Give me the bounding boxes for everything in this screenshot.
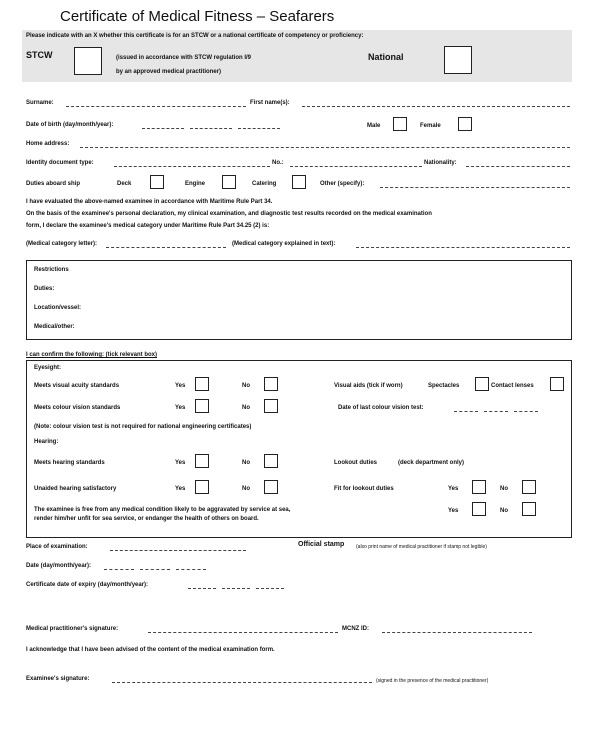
category-explained-input[interactable] <box>356 247 570 248</box>
home-address-input[interactable] <box>80 147 570 148</box>
home-address-label: Home address: <box>26 141 70 147</box>
colour-test-date-label: Date of last colour vision test: <box>338 405 424 411</box>
restriction-duties-label: Duties: <box>34 286 55 292</box>
female-label: Female <box>420 123 441 129</box>
spectacles-label: Spectacles <box>428 383 460 389</box>
free-condition-no-label: No <box>500 508 508 514</box>
unaided-hearing-label: Unaided hearing satisfactory <box>34 486 117 492</box>
spectacles-checkbox[interactable] <box>475 377 489 391</box>
national-label: National <box>368 52 404 62</box>
expiry-date-label: Certificate date of expiry (day/month/year): <box>26 582 149 588</box>
lookout-duties-note: (deck department only) <box>398 460 465 466</box>
dob-label: Date of birth (day/month/year): <box>26 122 114 128</box>
restriction-location-label: Location/vessel: <box>34 305 82 311</box>
hearing-standards-label: Meets hearing standards <box>34 460 105 466</box>
male-checkbox[interactable] <box>393 117 407 131</box>
contact-lenses-checkbox[interactable] <box>550 377 564 391</box>
first-names-label: First name(s): <box>250 100 290 106</box>
exam-day-input[interactable] <box>104 569 134 570</box>
id-no-input[interactable] <box>290 166 422 167</box>
visual-aids-label: Visual aids (tick if worn) <box>334 383 403 389</box>
stcw-checkbox[interactable] <box>74 47 102 75</box>
stcw-note-1: (issued in accordance with STCW regulation I/9 <box>116 55 252 61</box>
colour-vision-label: Meets colour vision standards <box>34 405 121 411</box>
restrictions-panel <box>26 260 572 340</box>
examinee-signature-label: Examinee's signature: <box>26 676 90 682</box>
acknowledge-text: I acknowledge that I have been advised of the content of the medical examination form. <box>26 647 275 653</box>
catering-label: Catering <box>252 181 277 187</box>
male-label: Male <box>367 123 381 129</box>
colour-vision-no-label: No <box>242 405 250 411</box>
unaided-hearing-no-checkbox[interactable] <box>264 480 278 494</box>
unaided-hearing-yes-label: Yes <box>175 486 186 492</box>
official-stamp-label: Official stamp <box>298 541 345 548</box>
page-title: Certificate of Medical Fitness – Seafarers <box>60 8 335 25</box>
free-condition-no-checkbox[interactable] <box>522 502 536 516</box>
stcw-label: STCW <box>26 50 53 60</box>
other-input[interactable] <box>380 187 570 188</box>
exam-month-input[interactable] <box>140 569 170 570</box>
examinee-signature-note: (signed in the presence of the medical practitioner) <box>376 678 489 684</box>
hearing-standards-yes-checkbox[interactable] <box>195 454 209 468</box>
hearing-standards-no-checkbox[interactable] <box>264 454 278 468</box>
restriction-medical-label: Medical/other: <box>34 324 75 330</box>
evaluation-line-1: I have evaluated the above-named examinee in accordance with Maritime Rule Part 34. <box>26 199 273 205</box>
catering-checkbox[interactable] <box>292 175 306 189</box>
fit-lookout-label: Fit for lookout duties <box>334 486 394 492</box>
hearing-standards-no-label: No <box>242 460 250 466</box>
colour-test-year-input[interactable] <box>514 411 538 412</box>
surname-label: Surname: <box>26 100 54 106</box>
dob-year-input[interactable] <box>238 128 280 129</box>
deck-checkbox[interactable] <box>150 175 164 189</box>
evaluation-line-3: form, I declare the examinee's medical category under Maritime Rule Part 34.25 (2) is: <box>26 223 270 229</box>
colour-vision-no-checkbox[interactable] <box>264 399 278 413</box>
examinee-signature-input[interactable] <box>112 682 372 683</box>
fit-lookout-no-label: No <box>500 486 508 492</box>
expiry-year-input[interactable] <box>256 588 284 589</box>
exam-year-input[interactable] <box>176 569 206 570</box>
colour-vision-yes-checkbox[interactable] <box>195 399 209 413</box>
free-condition-line-2: render him/her unfit for sea service, or endanger the health of others on board. <box>34 516 259 522</box>
lookout-duties-label: Lookout duties <box>334 460 377 466</box>
engine-checkbox[interactable] <box>222 175 236 189</box>
visual-acuity-no-label: No <box>242 383 250 389</box>
fit-lookout-no-checkbox[interactable] <box>522 480 536 494</box>
engine-label: Engine <box>185 181 206 187</box>
visual-acuity-label: Meets visual acuity standards <box>34 383 120 389</box>
practitioner-signature-input[interactable] <box>148 632 338 633</box>
official-stamp-note: (also print name of medical practitioner if stamp not legible) <box>356 544 487 550</box>
practitioner-signature-label: Medical practitioner's signature: <box>26 626 119 632</box>
first-names-input[interactable] <box>302 106 570 107</box>
eyesight-heading: Eyesight: <box>34 365 62 371</box>
colour-vision-note: (Note: colour vision test is not required for national engineering certificates) <box>34 424 252 430</box>
contact-lenses-label: Contact lenses <box>491 383 534 389</box>
certificate-type-instruction: Please indicate with an X whether this certificate is for an STCW or a national certificate of competency or proficiency: <box>26 33 364 39</box>
other-label: Other (specify): <box>320 181 365 187</box>
mcnz-id-label: MCNZ ID: <box>342 626 369 632</box>
free-condition-yes-checkbox[interactable] <box>472 502 486 516</box>
dob-day-input[interactable] <box>142 128 184 129</box>
exam-date-label: Date (day/month/year): <box>26 563 92 569</box>
expiry-month-input[interactable] <box>222 588 250 589</box>
duties-aboard-label: Duties aboard ship <box>26 181 81 187</box>
hearing-standards-yes-label: Yes <box>175 460 186 466</box>
surname-input[interactable] <box>66 106 246 107</box>
unaided-hearing-no-label: No <box>242 486 250 492</box>
colour-test-month-input[interactable] <box>484 411 508 412</box>
place-of-examination-input[interactable] <box>110 550 246 551</box>
id-type-label: Identity document type: <box>26 160 94 166</box>
free-condition-yes-label: Yes <box>448 508 459 514</box>
confirm-heading: I can confirm the following: (tick relevant box) <box>26 352 158 358</box>
stcw-note-2: by an approved medical practitioner) <box>116 69 222 75</box>
hearing-heading: Hearing: <box>34 439 59 445</box>
expiry-day-input[interactable] <box>188 588 216 589</box>
restrictions-heading: Restrictions <box>34 267 69 273</box>
dob-month-input[interactable] <box>190 128 232 129</box>
fit-lookout-yes-checkbox[interactable] <box>472 480 486 494</box>
id-type-input[interactable] <box>114 166 270 167</box>
nationality-label: Nationality: <box>424 160 457 166</box>
evaluation-line-2: On the basis of the examinee's personal declaration, my clinical examination, and diagnostic test results recorded on the medical examination <box>26 211 432 217</box>
place-of-examination-label: Place of examination: <box>26 544 88 550</box>
deck-label: Deck <box>117 181 132 187</box>
female-checkbox[interactable] <box>458 117 472 131</box>
visual-acuity-yes-label: Yes <box>175 383 186 389</box>
id-no-label: No.: <box>272 160 284 166</box>
unaided-hearing-yes-checkbox[interactable] <box>195 480 209 494</box>
colour-vision-yes-label: Yes <box>175 405 186 411</box>
colour-test-day-input[interactable] <box>454 411 478 412</box>
free-condition-line-1: The examinee is free from any medical condition likely to be aggravated by service at sea, <box>34 507 291 513</box>
nationality-input[interactable] <box>466 166 570 167</box>
category-explained-label: (Medical category explained in text): <box>232 241 336 247</box>
visual-acuity-yes-checkbox[interactable] <box>195 377 209 391</box>
national-checkbox[interactable] <box>444 46 472 74</box>
fit-lookout-yes-label: Yes <box>448 486 459 492</box>
category-letter-input[interactable] <box>106 247 226 248</box>
mcnz-id-input[interactable] <box>382 632 532 633</box>
visual-acuity-no-checkbox[interactable] <box>264 377 278 391</box>
category-letter-label: (Medical category letter): <box>26 241 98 247</box>
